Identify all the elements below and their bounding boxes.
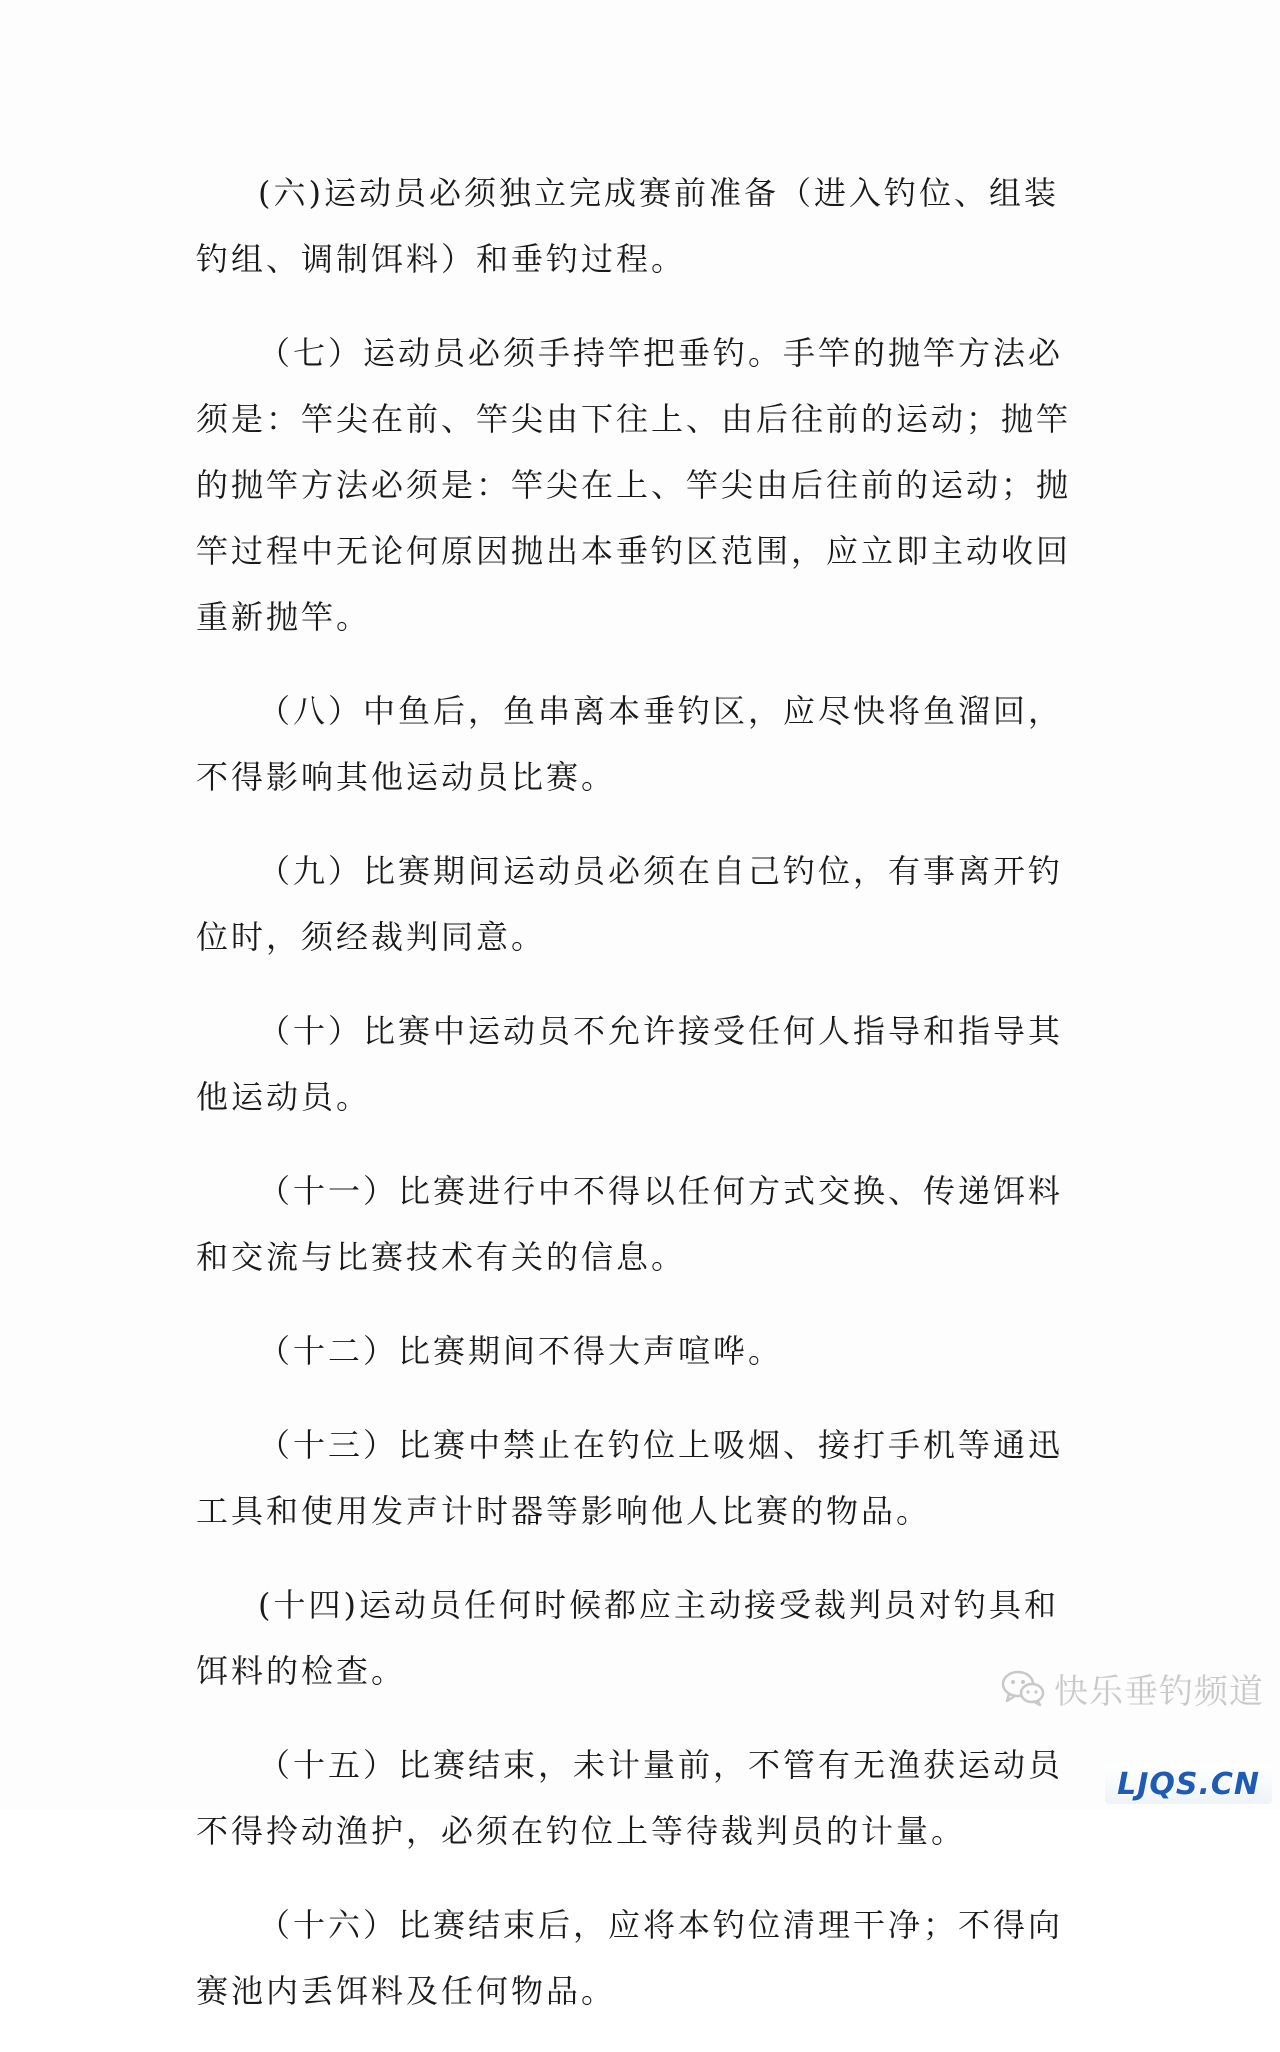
- wechat-icon: [1000, 1668, 1046, 1708]
- site-logo-text: LJQS.CN: [1117, 1766, 1260, 1802]
- paragraph-16: （十六）比赛结束后，应将本钓位清理干净；不得向赛池内丢饵料及任何物品。: [196, 1906, 1064, 2010]
- paragraph-11: （十一）比赛进行中不得以任何方式交换、传递饵料和交流与比赛技术有关的信息。: [196, 1172, 1064, 1276]
- paragraph-7: （七）运动员必须手持竿把垂钓。手竿的抛竿方法必须是：竿尖在前、竿尖由下往上、由后往前的运动；抛竿的抛竿方法必须是：竿尖在上、竿尖由后往前的运动；抛竿过程中无论何原因抛出本垂钓区范围，应立即主动收回重新抛竿。: [196, 334, 1072, 636]
- document-body: [196, 160, 1086, 2052]
- paragraph-14: (十四)运动员任何时候都应主动接受裁判员对钓具和饵料的检查。: [196, 1586, 1059, 1690]
- paragraph-15: （十五）比赛结束，未计量前，不管有无渔获运动员不得拎动渔护，必须在钓位上等待裁判员的计量。: [196, 1746, 1064, 1850]
- paragraph-12: （十二）比赛期间不得大声喧哗。: [258, 1332, 784, 1370]
- paragraph-13: （十三）比赛中禁止在钓位上吸烟、接打手机等通迅工具和使用发声计时器等影响他人比赛的物品。: [196, 1426, 1064, 1530]
- paragraph-10: （十）比赛中运动员不允许接受任何人指导和指导其他运动员。: [196, 1012, 1064, 1116]
- channel-watermark: [1000, 1664, 1264, 1712]
- paragraph-6: (六)运动员必须独立完成赛前准备（进入钓位、组装钓组、调制饵料）和垂钓过程。: [196, 174, 1059, 278]
- site-logo: [1105, 1764, 1272, 1804]
- paragraph-9: （九）比赛期间运动员必须在自己钓位，有事离开钓位时，须经裁判同意。: [196, 852, 1064, 956]
- watermark-text: 快乐垂钓频道: [1054, 1671, 1264, 1712]
- paragraph-8: （八）中鱼后，鱼串离本垂钓区，应尽快将鱼溜回，不得影响其他运动员比赛。: [196, 692, 1064, 796]
